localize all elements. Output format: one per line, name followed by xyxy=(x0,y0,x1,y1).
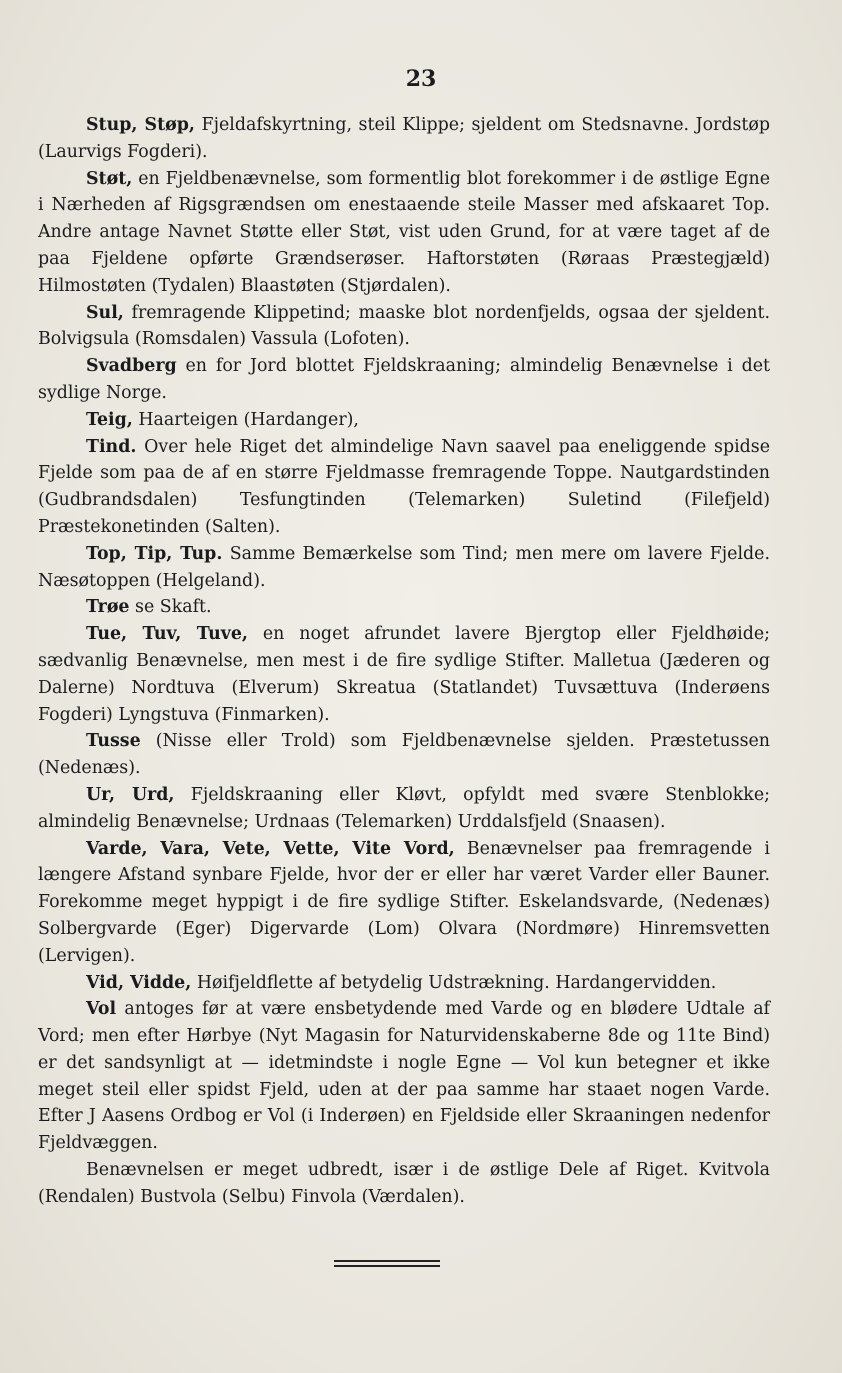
entry-definition: Samme Bemærkelse som Tind; men mere om lavere Fjelde. Næsøtoppen (Helgeland). xyxy=(38,543,770,591)
glossary-entry xyxy=(38,407,770,434)
entry-definition: en for Jord blottet Fjeldskraaning; almindelig Benævnelse i det sydlige Norge. xyxy=(38,356,770,403)
entry-term: Tind. xyxy=(86,436,137,457)
glossary-entry xyxy=(38,996,770,1157)
entry-term: Sul, xyxy=(86,302,124,323)
entry-definition: Benævnelser paa fremragende i længere Afstand synbare Fjelde, hvor der er eller har været Varder eller Bauner. Forekomme meget hyppigt i de fire sydlige Stifter. Eskelandsvarde, (Nedenæs) Solbergvarde (Eger) Digervarde (Lom) Olvara (Nordmøre) Hinremsvetten (Lervigen). xyxy=(38,838,770,966)
end-rule xyxy=(334,1260,440,1267)
glossary-entry xyxy=(38,434,770,541)
glossary-entry xyxy=(38,594,770,621)
entry-term: Ur, Urd, xyxy=(86,784,175,805)
entry-term: Vol xyxy=(86,999,117,1020)
entry-definition: en noget afrundet lavere Bjergtop eller Fjeldhøide; sædvanlig Benævnelse, men mest i de fire sydlige Stifter. Malletua (Jæderen og Dalerne) Nordtuva (Elverum) Skreatua (Statlandet) Tuvsættuva (Inderøens Fogderi) Lyngstuva (Finmarken). xyxy=(38,624,770,725)
glossary-entry xyxy=(38,300,770,354)
entry-definition: Fjeldafskyrtning, steil Klippe; sjeldent om Stedsnavne. Jordstøp (Laurvigs Fogderi). xyxy=(38,115,770,162)
glossary-entry xyxy=(38,1157,770,1211)
entry-term: Svadberg xyxy=(86,356,177,377)
entry-term: Støt, xyxy=(86,168,133,189)
glossary-entry xyxy=(38,541,770,595)
entry-definition: antoges før at være ensbetydende med Varde og en blødere Udtale af Vord; men efter Hørbye (Nyt Magasin for Naturvidenskaberne 8de og 11te Bind) er det sandsynligt at — idetmindste i nogle Egne — Vol kun betegner et ikke meget steil eller spidst Fjeld, uden at der paa samme har staaet nogen Varde. Efter J Aasens Ordbog er Vol (i Inderøen) en Fjeldside eller Skraaningen nedenfor Fjeldvæggen. xyxy=(38,999,770,1154)
glossary-entry xyxy=(38,728,770,782)
entry-definition: (Nisse eller Trold) som Fjeldbenævnelse sjelden. Præstetussen (Nedenæs). xyxy=(38,731,770,779)
entry-term: Teig, xyxy=(86,409,133,430)
entry-definition: se Skaft. xyxy=(129,597,212,618)
glossary-entry xyxy=(38,621,770,728)
page-number: 23 xyxy=(405,66,437,92)
entry-term: Top, Tip, Tup. xyxy=(86,543,223,564)
entry-term: Trøe xyxy=(86,597,130,618)
glossary-entry xyxy=(38,836,770,970)
glossary-entry xyxy=(38,166,770,300)
entry-definition: en Fjeldbenævnelse, som formentlig blot forekommer i de østlige Egne i Nærheden af Rigsgrændsen om enestaaende steile Masser med afskaaret Top. Andre antage Navnet Støtte eller Støt, vist uden Grund, for at være taget af de paa Fjeldene opførte Grændserøser. Haftorstøten (Røraas Præstegjæld) Hilmostøten (Tydalen) Blaastøten (Stjørdalen). xyxy=(38,168,770,296)
glossary-entry xyxy=(38,782,770,836)
entry-definition: Benævnelsen er meget udbredt, især i de østlige Dele af Riget. Kvitvola (Rendalen) Bustvola (Selbu) Finvola (Værdalen). xyxy=(38,1160,770,1207)
glossary-text xyxy=(38,112,770,1211)
entry-definition: Over hele Riget det almindelige Navn saavel paa eneliggende spidse Fjelde som paa de af en større Fjeldmasse fremragende Toppe. Nautgardstinden (Gudbrandsdalen) Tesfungtinden (Telemarken) Suletind (Filefjeld) Præstekonetinden (Salten). xyxy=(38,436,770,537)
entry-term: Tue, Tuv, Tuve, xyxy=(86,624,248,645)
glossary-entry xyxy=(38,112,770,166)
entry-definition: Høifjeldflette af betydelig Udstrækning. Hardangervidden. xyxy=(191,972,717,993)
entry-term: Vid, Vidde, xyxy=(86,972,192,993)
entry-definition: fremragende Klippetind; maaske blot nordenfjelds, ogsaa der sjeldent. Bolvigsula (Romsdalen) Vassula (Lofoten). xyxy=(38,302,770,350)
entry-term: Varde, Vara, Vete, Vette, Vite Vord, xyxy=(86,838,455,859)
entry-definition: Fjeldskraaning eller Kløvt, opfyldt med svære Stenblokke; almindelig Benævnelse; Urdnaas (Telemarken) Urddalsfjeld (Snaasen). xyxy=(38,784,770,832)
entry-term: Tusse xyxy=(86,731,141,752)
glossary-entry xyxy=(38,970,770,997)
entry-definition: Haarteigen (Hardanger), xyxy=(132,409,359,430)
entry-term: Stup, Støp, xyxy=(86,115,195,135)
glossary-entry xyxy=(38,353,770,407)
